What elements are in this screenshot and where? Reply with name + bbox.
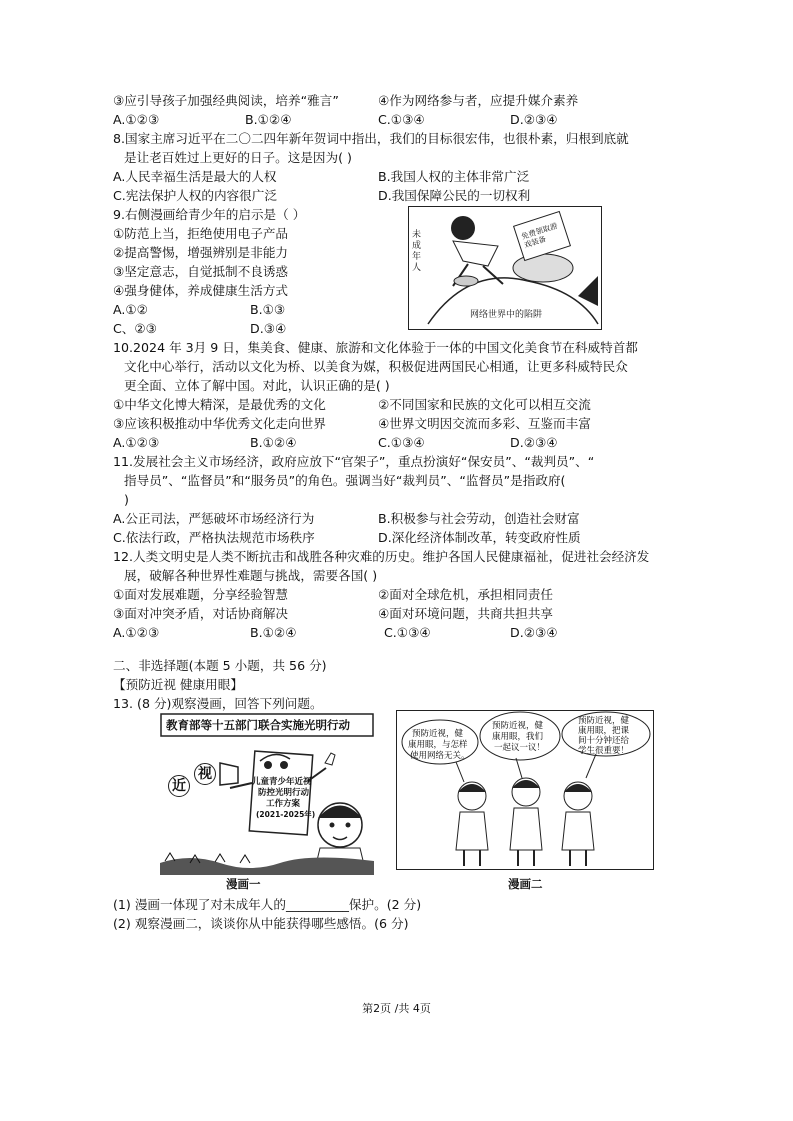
q12-option-1: ①面对发展难题，分享经验智慧	[113, 587, 289, 602]
q8-stem-line2: 是让老百姓过上更好的日子。这是因为( )	[124, 150, 352, 165]
q11-stem-line1: 11.发展社会主义市场经济，政府应放下“官架子”，重点扮演好“保安员”、“裁判员”、“	[113, 454, 595, 469]
q10-choice-d: D.②③④	[510, 435, 558, 450]
q8-choice-d: D.我国保障公民的一切权利	[378, 188, 531, 203]
q12-option-4: ④面对环境问题，共商共担共享	[378, 606, 554, 621]
q10-choice-a: A.①②③	[113, 435, 160, 450]
q10-stem-line2: 文化中心举行，活动以文化为桥、以美食为媒，积极促进两国民心相通，让更多科威特民众	[124, 359, 628, 374]
q13-comic-1-book-line4: (2021-2025年)	[256, 810, 316, 819]
q13-comic-1-book-line3: 工作方案	[266, 799, 301, 809]
q13-comic-2-bubble-3-line3: 间十分钟还给	[578, 736, 630, 746]
q9-option-3: ③坚定意志，自觉抵制不良诱惑	[113, 264, 289, 279]
q13-comic-2-bubble-2-line3: 一起议一议！	[494, 743, 546, 753]
q9-option-1: ①防范上当，拒绝使用电子产品	[113, 226, 289, 241]
q10-option-4: ④世界文明因交流而多彩、互鉴而丰富	[378, 416, 591, 431]
q13-comic-1-caption: 漫画一	[226, 877, 261, 891]
q13-comic-1-book-line2: 防控光明行动	[258, 788, 310, 798]
q9-comic	[408, 206, 602, 330]
section-2-title: 二、非选择题(本题 5 小题，共 56 分)	[113, 658, 327, 673]
q11-choice-a: A.公正司法，严惩破坏市场经济行为	[113, 511, 315, 526]
prev-q-option-4: ④作为网络参与者，应提升媒介素养	[378, 93, 579, 108]
q10-choice-b: B.①②④	[250, 435, 297, 450]
q9-stem: 9.右侧漫画给青少年的启示是（ ）	[113, 207, 306, 222]
q9-comic-left-label: 未成年人	[412, 230, 422, 273]
q13-comic-1-book-line1: 儿童青少年近视	[252, 777, 312, 787]
q9-choice-b: B.①③	[250, 302, 286, 317]
prev-q-choice-b: B.①②④	[245, 112, 292, 127]
q10-option-3: ③应该积极推动中华优秀文化走向世界	[113, 416, 326, 431]
q11-stem-line2: 指导员”、“监督员”和“服务员”的角色。强调当好“裁判员”、“监督员”是指政府(	[124, 473, 566, 488]
q10-stem-line1: 10.2024 年 3月 9 日，集美食、健康、旅游和文化体验于一体的中国文化美食节在科威特首都	[113, 340, 638, 355]
prev-q-choice-a: A.①②③	[113, 112, 160, 127]
q12-stem-line2: 展，破解各种世界性难题与挑战，需要各国( )	[124, 568, 378, 583]
q12-choice-d: D.②③④	[510, 625, 558, 640]
q10-stem-line3: 更全面、立体了解中国。对此，认识正确的是( )	[124, 378, 390, 393]
q9-choice-a: A.①②	[113, 302, 148, 317]
q13-comic-2-bubble-3-line1: 预防近视，健	[578, 716, 630, 726]
q13-stem: 13. (8 分)观察漫画，回答下列问题。	[113, 696, 323, 711]
q12-option-2: ②面对全球危机，承担相同责任	[378, 587, 554, 602]
q9-comic-bottom-label: 网络世界中的陷阱	[470, 310, 543, 320]
q11-choice-b: B.积极参与社会劳动，创造社会财富	[378, 511, 580, 526]
q13-comic-2-bubble-1-line2: 康用眼，与怎样	[408, 740, 468, 750]
q12-stem-line1: 12.人类文明史是人类不断抗击和战胜各种灾难的历史。维护各国人民健康福祉，促进社会经济发	[113, 549, 650, 564]
q13-comic-2-caption: 漫画二	[508, 877, 543, 891]
q8-choice-c: C.宪法保护人权的内容很广泛	[113, 188, 277, 203]
q13-comic-1-banner: 教育部等十五部门联合实施光明行动	[166, 718, 350, 732]
q9-comic-sign: 免费领取游戏装备	[520, 221, 559, 250]
q13-subquestion-2: (2) 观察漫画二，谈谈你从中能获得哪些感悟。(6 分)	[113, 916, 409, 931]
q10-choice-c: C.①③④	[378, 435, 425, 450]
q9-option-2: ②提高警惕，增强辨别是非能力	[113, 245, 289, 260]
q13-comic-1-label-near: 近	[168, 775, 190, 797]
prev-q-choice-d: D.②③④	[510, 112, 558, 127]
q12-choice-a: A.①②③	[113, 625, 160, 640]
q10-option-2: ②不同国家和民族的文化可以相互交流	[378, 397, 591, 412]
q13-comic-2-bubble-2-line2: 康用眼，我们	[492, 732, 544, 742]
q13-comic-1-label-sight: 视	[194, 763, 216, 785]
q12-choice-c: C.①③④	[384, 625, 431, 640]
q9-choice-d: D.③④	[250, 321, 287, 336]
q9-option-4: ④强身健体，养成健康生活方式	[113, 283, 289, 298]
q13-comic-2-bubble-3-line4: 学生很重要！	[578, 746, 630, 756]
page-footer: 第2页 /共 4页	[362, 1002, 431, 1015]
prev-q-option-3: ③应引导孩子加强经典阅读，培养“雅言”	[113, 93, 339, 108]
q13-subquestion-1: (1) 漫画一体现了对未成年人的__________保护。(2 分)	[113, 897, 422, 912]
q8-stem-line1: 8.国家主席习近平在二〇二四年新年贺词中指出，我们的目标很宏伟，也很朴素，归根到底就	[113, 131, 629, 146]
q11-choice-c: C.依法行政，严格执法规范市场秩序	[113, 530, 315, 545]
q9-choice-c: C、②③	[113, 321, 157, 336]
q8-choice-a: A.人民幸福生活是最大的人权	[113, 169, 277, 184]
q13-comic-1	[160, 713, 374, 875]
q11-choice-d: D.深化经济体制改革，转变政府性质	[378, 530, 581, 545]
q13-comic-2-bubble-1-line3: 使用网络无关。	[410, 751, 470, 761]
q13-comic-2-bubble-3-line2: 康用眼，把课	[578, 726, 630, 736]
q13-comic-2	[396, 710, 654, 870]
q11-stem-line3: )	[124, 492, 129, 507]
section-2-topic: 【预防近视 健康用眼】	[113, 677, 243, 692]
q12-option-3: ③面对冲突矛盾，对话协商解决	[113, 606, 289, 621]
q8-choice-b: B.我国人权的主体非常广泛	[378, 169, 530, 184]
q13-comic-2-bubble-1-line1: 预防近视，健	[412, 729, 464, 739]
q12-choice-b: B.①②④	[250, 625, 297, 640]
q10-option-1: ①中华文化博大精深，是最优秀的文化	[113, 397, 326, 412]
prev-q-choice-c: C.①③④	[378, 112, 425, 127]
q13-comic-2-bubble-2-line1: 预防近视，健	[492, 721, 544, 731]
